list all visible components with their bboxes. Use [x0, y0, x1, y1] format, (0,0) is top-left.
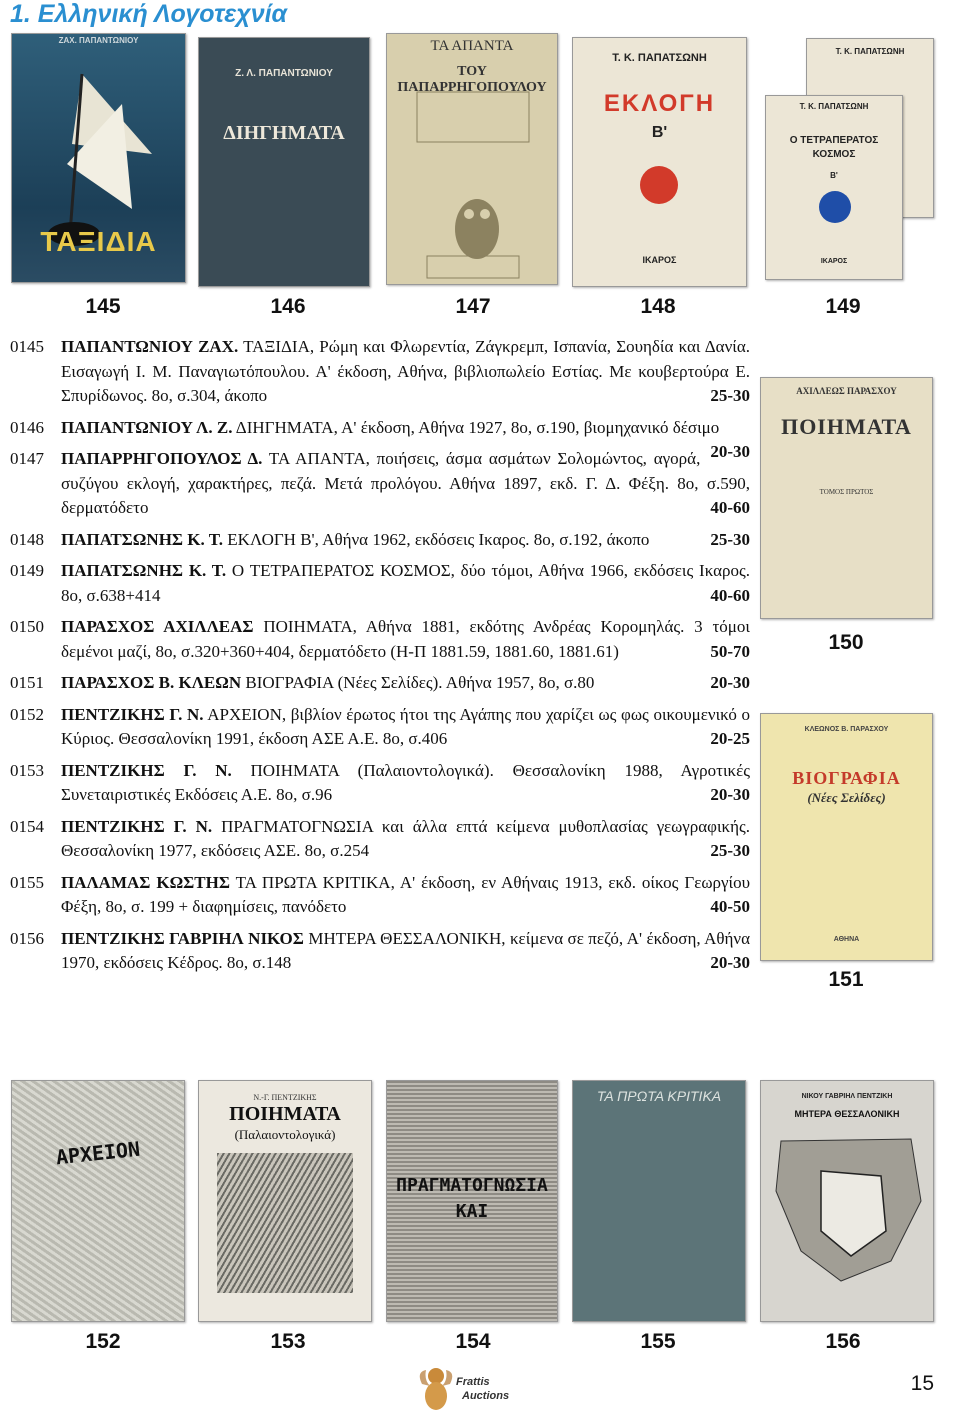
cover-150[interactable] — [760, 377, 933, 619]
cover-155[interactable] — [572, 1080, 746, 1322]
lot-list — [10, 335, 750, 983]
owl-illustration-icon — [387, 34, 558, 285]
cover-author: ΤΟΥ ΠΑΠΑΡΡΗΓΟΠΟΥΛΟΥ — [397, 64, 547, 95]
cover-title: ΑΡΧΕΙΟΝ — [54, 1136, 142, 1170]
lot-number: 155 — [640, 1330, 676, 1353]
cover-author: ΚΛΕΩΝΟΣ Β. ΠΑΡΑΣΧΟΥ — [804, 726, 889, 733]
cover-city: ΑΘΗΝΑ — [833, 936, 860, 943]
cover-title: ΤΑΞΙΔΙΑ — [40, 226, 157, 257]
lot-entry-0149: 0149 ΠΑΠΑΤΣΩΝΗΣ Κ. Τ. Ο ΤΕΤΡΑΠΕΡΑΤΟΣ ΚΟΣΜΟΣ, δύο τόμοι, Αθήνα 1966, εκδόσεις Ικαρος. 8ο, σ.638+414 40-60 — [10, 561, 750, 605]
cover-152[interactable] — [11, 1080, 185, 1322]
frattis-auctions-logo[interactable] — [418, 1362, 518, 1414]
publisher-emblem-icon — [819, 191, 851, 223]
cover-title: ΠΟΙΗΜΑΤΑ — [229, 1103, 341, 1125]
cover-title: ΤΑ ΑΠΑΝΤΑ — [430, 38, 514, 54]
lot-number: 150 — [828, 631, 864, 654]
lot-number: 152 — [85, 1330, 121, 1353]
cover-author: ΑΧΙΛΛΕΩΣ ΠΑΡΑΣΧΟΥ — [796, 386, 897, 396]
cover-subtitle: (Νέες Σελίδες) — [807, 790, 886, 805]
lot-number: 146 — [270, 295, 306, 318]
cover-publisher: ΙΚΑΡΟΣ — [642, 255, 677, 265]
logo-text-line2: Auctions — [462, 1390, 510, 1402]
cover-title: Ο ΤΕΤΡΑΠΕΡΑΤΟΣ ΚΟΣΜΟΣ — [789, 135, 879, 160]
map-illustration-icon — [761, 1081, 934, 1322]
lot-entry-0146: 0146 ΠΑΠΑΝΤΩΝΙΟΥ Λ. Ζ. ΔΙΗΓΗΜΑΤΑ, Α' έκδοση, Αθήνα 1927, 8ο, σ.190, βιομηχανικό δέσιμο 20-30 — [10, 417, 750, 461]
cover-title: ΔΙΗΓΗΜΑΤΑ — [223, 122, 345, 144]
cover-subtitle: Β' — [651, 124, 668, 141]
page-number: 15 — [910, 1372, 934, 1395]
cover-149[interactable] — [765, 95, 903, 280]
cover-147[interactable] — [386, 33, 558, 285]
cover-author: Τ. Κ. ΠΑΠΑΤΣΩΝΗ — [799, 102, 869, 111]
cover-subtitle: Β' — [830, 171, 838, 180]
lot-number: 156 — [825, 1330, 861, 1353]
lot-number: 151 — [828, 968, 864, 991]
cover-148[interactable] — [572, 37, 747, 287]
cover-title: ΕΚΛΟΓΗ — [603, 90, 716, 117]
lot-number: 147 — [455, 295, 491, 318]
cover-146[interactable] — [198, 37, 370, 287]
cover-author: Τ. Κ. ΠΑΠΑΤΣΩΝΗ — [612, 52, 707, 64]
cover-illustration — [217, 1153, 353, 1293]
lot-entry-0156: 0156 ΠΕΝΤΖΙΚΗΣ ΓΑΒΡΙΗΛ ΝΙΚΟΣ ΜΗΤΕΡΑ ΘΕΣΣΑΛΟΝΙΚΗ, κείμενα σε πεζό, Α' έκδοση, Αθήνα 1970, εκδόσεις Κέδρος. 8ο, σ.148 20-30 — [10, 928, 751, 972]
cover-145[interactable] — [11, 33, 186, 283]
lot-entry-0154: 0154 ΠΕΝΤΖΙΚΗΣ Γ. Ν. ΠΡΑΓΜΑΤΟΓΝΩΣΙΑ και άλλα επτά κείμενα μυθοπλασίας γεωγραφικής. Θεσσαλονίκη 1977, εκδόσεις ΑΣΕ. 8ο, σ.254 25-30 — [10, 816, 750, 860]
cover-153[interactable] — [198, 1080, 372, 1322]
cover-151[interactable] — [760, 713, 933, 961]
cover-154[interactable] — [386, 1080, 558, 1322]
lot-entry-0151: 0151 ΠΑΡΑΣΧΟΣ Β. ΚΛΕΩΝ ΒΙΟΓΡΑΦΙΑ (Νέες Σελίδες). Αθήνα 1957, 8ο, σ.80 20-30 — [10, 673, 750, 692]
cherub-logo-icon — [418, 1362, 458, 1414]
lot-entry-0145: 0145 ΠΑΠΑΝΤΩΝΙΟΥ ΖΑΧ. ΤΑΞΙΔΙΑ, Ρώμη και Φλωρεντία, Ζάγκρεμπ, Ισπανία, Σουηδία και Δανία. Εισαγωγή Ι. Μ. Παναγιωτόπουλου. Α' έκδοση, Αθήνα, βιβλιοπωλείο Εστίας. Με κουβερτούρα Ε. Σπυρίδωνος. 8ο, σ.304, άκοπο 25-30 — [10, 337, 750, 405]
cover-author: Ν.-Γ. ΠΕΝΤΖΙΚΗΣ — [253, 1093, 317, 1102]
lot-number: 149 — [825, 295, 861, 318]
logo-text-line1: Frattis — [456, 1376, 490, 1388]
lot-number: 148 — [640, 295, 676, 318]
lot-entry-0155: 0155 ΠΑΛΑΜΑΣ ΚΩΣΤΗΣ ΤΑ ΠΡΩΤΑ ΚΡΙΤΙΚΑ, Α' έκδοση, εν Αθήναις 1913, εκδ. οίκος Γεωργίου Φέξη, 8ο, σ. 199 + διαφημίσεις, πανόδετο 40-50 — [10, 872, 751, 916]
lot-number: 145 — [85, 295, 121, 318]
section-title: 1. Ελληνική Λογοτεχνία — [10, 0, 288, 28]
cover-title: ΜΗΤΕΡΑ ΘΕΣΣΑΛΟΝΙΚΗ — [794, 1109, 900, 1119]
cover-title: ΠΡΑΓΜΑΤΟΓΝΩΣΙΑ ΚΑΙ — [396, 1175, 548, 1222]
cover-149-back: Τ. Κ. ΠΑΠΑΤΣΩΝΗ — [806, 38, 934, 218]
cover-author: Ζ. Λ. ΠΑΠΑΝΤΩΝΙΟΥ — [235, 68, 333, 79]
cover-author: ΝΙΚΟΥ ΓΑΒΡΙΗΛ ΠΕΝΤΖΙΚΗ — [801, 1093, 893, 1100]
cover-author: ΖΑΧ. ΠΑΠΑΝΤΩΝΙΟΥ — [58, 36, 139, 45]
cover-title: ΠΟΙΗΜΑΤΑ — [781, 414, 912, 439]
lot-number: 153 — [270, 1330, 306, 1353]
lot-number: 154 — [455, 1330, 491, 1353]
cover-title: ΒΙΟΓΡΑΦΙΑ — [792, 768, 901, 788]
cover-subtitle: ΤΟΜΟΣ ΠΡΩΤΟΣ — [819, 488, 874, 496]
cover-title: ΤΑ ΠΡΩΤΑ ΚΡΙΤΙΚΑ — [596, 1088, 722, 1104]
lot-entry-0147: 0147 ΠΑΠΑΡΡΗΓΟΠΟΥΛΟΣ Δ. ΤΑ ΑΠΑΝΤΑ, ποιήσεις, άσμα ασμάτων Σολομώντος, αγορά, συζύγου εκλογή, χαρακτήρες, πεζά. Μετά προλόγου. Αθήνα 1897, εκδ. Γ. Δ. Φέξη. 8ο, σ.590, δερματόδετο 40-60 — [10, 449, 750, 517]
lot-entry-0148: 0148 ΠΑΠΑΤΣΩΝΗΣ Κ. Τ. ΕΚΛΟΓΗ Β', Αθήνα 1962, εκδόσεις Ικαρος. 8ο, σ.192, άκοπο 25-30 — [10, 529, 750, 549]
lot-entry-0150: 0150 ΠΑΡΑΣΧΟΣ ΑΧΙΛΛΕΑΣ ΠΟΙΗΜΑΤΑ, Αθήνα 1881, εκδότης Ανδρέας Κορομηλάς. 3 τόμοι δεμένοι μαζί, 8ο, σ.320+360+404, δερματόδετο (Η-Π 1881.59, 1881.60, 1881.61) 50-70 — [10, 617, 750, 661]
cover-subtitle: (Παλαιοντολογικά) — [234, 1127, 336, 1142]
cover-156[interactable] — [760, 1080, 934, 1322]
lot-entry-0153: 0153 ΠΕΝΤΖΙΚΗΣ Γ. Ν. ΠΟΙΗΜΑΤΑ (Παλαιοντολογικά). Θεσσαλονίκη 1988, Αγροτικές Συνεταιριστικές Εκδόσεις Α.Ε. 8ο, σ.96 20-30 — [10, 760, 750, 804]
publisher-emblem-icon — [640, 166, 678, 204]
lot-entry-0152: 0152 ΠΕΝΤΖΙΚΗΣ Γ. Ν. ΑΡΧΕΙΟΝ, βιβλίον έρωτος ήτοι της Αγάπης που χαρίζει ως φως οικουμενικό ο Κύριος. Θεσσαλονίκη 1991, έκδοση ΑΣΕ Α.Ε. 8ο, σ.406 20-25 — [10, 704, 750, 748]
cover-publisher: ΙΚΑΡΟΣ — [820, 258, 848, 265]
